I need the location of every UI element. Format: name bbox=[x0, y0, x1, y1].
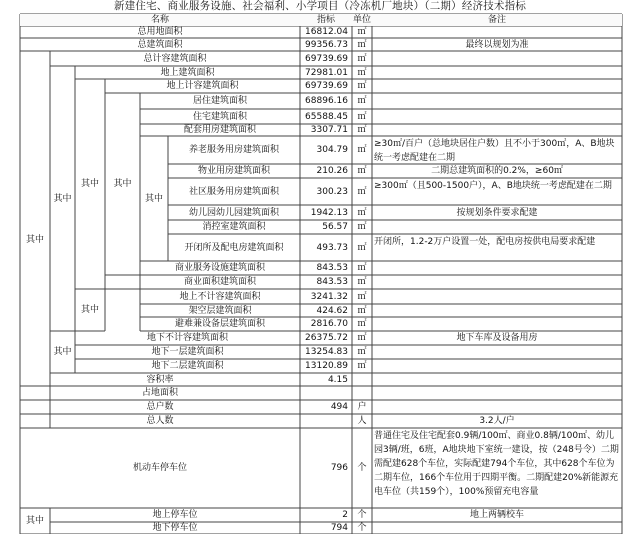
row-note-total_far_area bbox=[372, 51, 622, 66]
row-note-overhead bbox=[372, 304, 622, 317]
row-name-overhead: 架空层建筑面积 bbox=[188, 305, 252, 316]
row-unit-elderly: ㎡ bbox=[357, 145, 367, 155]
row-value-fire_control: 56.57 bbox=[322, 222, 348, 232]
row-value-residential: 68896.16 bbox=[305, 96, 348, 106]
row-name-b2: 地下二层建筑面积 bbox=[151, 361, 224, 371]
row-name-residential: 居住建筑面积 bbox=[192, 96, 247, 106]
row-name-above_ground: 地上建筑面积 bbox=[160, 67, 215, 78]
row-value-parking: 796 bbox=[330, 463, 348, 473]
row-name-total_far_area: 总计容建筑面积 bbox=[143, 53, 207, 64]
row-note-refuge bbox=[372, 317, 622, 331]
row-note-community: ≥300㎡（且500-1500户），A、B地块统一考虑配建在二期 bbox=[374, 181, 612, 191]
row-name-population: 总人数 bbox=[146, 416, 174, 426]
row-value-total_land: 16812.04 bbox=[305, 27, 348, 37]
row-note-elderly: ≥30㎡/百户（总地块居住户数）且不小于300㎡，A、B地块统一考虑配建在二期 bbox=[374, 139, 615, 163]
row-name-housing: 住宅建筑面积 bbox=[192, 111, 247, 122]
row-unit-coverage bbox=[352, 386, 372, 400]
row-name-refuge: 避难兼设备层建筑面积 bbox=[174, 319, 265, 329]
row-unit-below_parking: 个 bbox=[357, 523, 367, 533]
row-note-support_housing bbox=[372, 124, 622, 136]
row-value-total_build: 99356.73 bbox=[305, 39, 348, 50]
row-value-refuge: 2816.70 bbox=[310, 319, 348, 329]
row-unit-commercial: ㎡ bbox=[357, 277, 367, 287]
row-value-commercial_service: 843.53 bbox=[316, 263, 348, 273]
row-unit-support_housing: ㎡ bbox=[357, 125, 367, 135]
row-value-above_ground: 72981.01 bbox=[305, 67, 348, 78]
row-unit-total_land: ㎡ bbox=[357, 27, 367, 37]
row-unit-property: ㎡ bbox=[357, 166, 367, 176]
row-unit-overhead: ㎡ bbox=[357, 305, 367, 316]
row-note-fire_control bbox=[372, 220, 622, 234]
row-note-commercial_service bbox=[372, 261, 622, 275]
row-value-population bbox=[300, 414, 352, 428]
row-name-above_far: 地上计容建筑面积 bbox=[166, 81, 239, 91]
row-unit-switch_room: ㎡ bbox=[357, 242, 367, 253]
row-note-total_land bbox=[372, 26, 622, 38]
row-note-households bbox=[372, 400, 622, 414]
row-unit-households: 户 bbox=[357, 402, 367, 412]
row-unit-fire_control: ㎡ bbox=[357, 222, 367, 232]
row-value-below_parking: 794 bbox=[330, 523, 348, 533]
row-note-total_build: 最终以规划为准 bbox=[465, 39, 529, 50]
row-name-support_housing: 配套用房建筑面积 bbox=[183, 125, 256, 135]
row-note-underground_non_far: 地下车库及设备用房 bbox=[456, 333, 538, 343]
row-note-coverage bbox=[372, 386, 622, 400]
row-unit-residential: ㎡ bbox=[357, 96, 367, 106]
row-unit-far bbox=[352, 373, 372, 386]
row-note-switch_room: 开闭所，1.2-2万户设置一处，配电房按供电局要求配建 bbox=[374, 237, 596, 247]
group-label: 其中 bbox=[53, 193, 72, 204]
row-unit-total_far_area: ㎡ bbox=[357, 53, 367, 64]
header-name: 名称 bbox=[20, 14, 300, 26]
row-value-community: 300.23 bbox=[316, 186, 348, 197]
row-value-above_far: 69739.69 bbox=[305, 81, 348, 91]
row-value-elderly: 304.79 bbox=[316, 145, 348, 155]
header-unit: 单位 bbox=[352, 15, 371, 25]
row-unit-housing: ㎡ bbox=[357, 111, 367, 122]
row-name-fire_control: 消控室建筑面积 bbox=[202, 222, 266, 232]
row-note-below_parking bbox=[372, 522, 622, 534]
row-name-b1: 地下一层建筑面积 bbox=[151, 347, 224, 357]
row-value-far: 4.15 bbox=[327, 374, 348, 385]
row-value-b2: 13120.89 bbox=[305, 361, 348, 371]
row-note-above_far bbox=[372, 79, 622, 93]
group-label: 其中 bbox=[25, 234, 44, 245]
row-name-total_build: 总建筑面积 bbox=[137, 39, 183, 50]
group-label: 其中 bbox=[80, 305, 99, 315]
group-label: 其中 bbox=[80, 179, 99, 189]
row-value-total_far_area: 69739.69 bbox=[305, 53, 348, 64]
header-value: 指标 bbox=[300, 14, 352, 26]
row-unit-above_parking: 个 bbox=[357, 510, 367, 520]
row-unit-total_build: ㎡ bbox=[357, 39, 367, 50]
row-name-commercial: 商业面积建筑面积 bbox=[183, 277, 256, 287]
row-value-underground_non_far: 26375.72 bbox=[305, 333, 348, 343]
row-unit-commercial_service: ㎡ bbox=[357, 263, 367, 273]
row-name-above_non_far: 地上不计容建筑面积 bbox=[179, 291, 261, 302]
row-unit-b1: ㎡ bbox=[357, 347, 367, 357]
row-name-property: 物业用房建筑面积 bbox=[197, 166, 270, 176]
row-note-above_ground bbox=[372, 66, 622, 79]
row-name-below_parking: 地下停车位 bbox=[152, 523, 198, 533]
row-value-support_housing: 3307.71 bbox=[310, 125, 348, 135]
row-name-switch_room: 开闭所及配电房建筑面积 bbox=[184, 242, 284, 253]
row-value-housing: 65588.45 bbox=[305, 111, 348, 122]
row-note-property: 二期总建筑面积的0.2%，≥60㎡ bbox=[431, 166, 563, 176]
row-value-commercial: 843.53 bbox=[316, 277, 348, 287]
row-note-residential bbox=[372, 93, 622, 109]
row-unit-community: ㎡ bbox=[357, 186, 367, 197]
row-name-kindergarten: 幼儿园幼儿园建筑面积 bbox=[188, 207, 279, 218]
row-value-households: 494 bbox=[330, 402, 348, 412]
row-unit-above_far: ㎡ bbox=[357, 81, 367, 91]
row-unit-b2: ㎡ bbox=[357, 361, 367, 371]
row-unit-parking: 个 bbox=[357, 463, 367, 473]
row-name-above_parking: 地上停车位 bbox=[152, 510, 198, 520]
row-note-commercial bbox=[372, 275, 622, 289]
row-note-b1 bbox=[372, 345, 622, 359]
row-name-parking: 机动车停车位 bbox=[132, 463, 187, 473]
row-note-above_parking: 地上两辆校车 bbox=[469, 510, 524, 520]
row-note-parking: 普通住宅及住宅配套0.9辆/100㎡、商业0.8辆/100㎡、幼儿园3辆/班，6班，A地块地下室统一建设，按（248号令）二期需配建628个车位，实际配建794个车位，其中628个车位为二期车位，166个车位用于四期平衡。二期配建20%新能源充电车位（共159个），100%预留充电容量 bbox=[374, 431, 619, 497]
row-value-kindergarten: 1942.13 bbox=[310, 207, 348, 218]
group-label: 其中 bbox=[53, 347, 72, 357]
row-note-kindergarten: 按规划条件要求配建 bbox=[456, 207, 538, 218]
row-value-overhead: 424.62 bbox=[316, 305, 348, 316]
row-note-far bbox=[372, 373, 622, 386]
row-note-above_non_far bbox=[372, 289, 622, 304]
group-label: 其中 bbox=[25, 516, 44, 526]
group-label: 其中 bbox=[144, 193, 163, 204]
row-value-above_non_far: 3241.32 bbox=[310, 291, 348, 302]
row-unit-underground_non_far: ㎡ bbox=[357, 333, 367, 343]
row-value-switch_room: 493.73 bbox=[316, 242, 348, 253]
row-value-b1: 13254.83 bbox=[305, 347, 348, 357]
row-value-above_parking: 2 bbox=[342, 510, 348, 520]
row-name-elderly: 养老服务用房建筑面积 bbox=[188, 145, 279, 155]
row-name-underground_non_far: 地下不计容建筑面积 bbox=[146, 333, 228, 343]
header-note: 备注 bbox=[372, 14, 622, 26]
row-note-b2 bbox=[372, 359, 622, 373]
row-name-total_land: 总用地面积 bbox=[137, 27, 183, 37]
row-name-households: 总户数 bbox=[146, 402, 174, 412]
row-unit-kindergarten: ㎡ bbox=[357, 207, 367, 218]
row-unit-above_ground: ㎡ bbox=[357, 67, 367, 78]
row-unit-above_non_far: ㎡ bbox=[357, 291, 367, 302]
row-name-far: 容积率 bbox=[146, 374, 174, 385]
row-name-coverage: 占地面积 bbox=[141, 388, 178, 398]
row-note-housing bbox=[372, 109, 622, 124]
row-unit-population: 人 bbox=[357, 416, 367, 426]
row-value-property: 210.26 bbox=[316, 166, 348, 176]
group-label: 其中 bbox=[113, 179, 132, 189]
table-title: 新建住宅、商业服务设施、社会福利、小学项目（冷冻机厂地块）（二期）经济技术指标 bbox=[113, 0, 527, 12]
row-note-population: 3.2人/户 bbox=[479, 416, 515, 426]
row-unit-refuge: ㎡ bbox=[357, 319, 367, 329]
row-value-coverage bbox=[300, 386, 352, 400]
row-name-community: 社区服务用房建筑面积 bbox=[188, 186, 279, 197]
row-name-commercial_service: 商业服务设施建筑面积 bbox=[174, 263, 265, 273]
